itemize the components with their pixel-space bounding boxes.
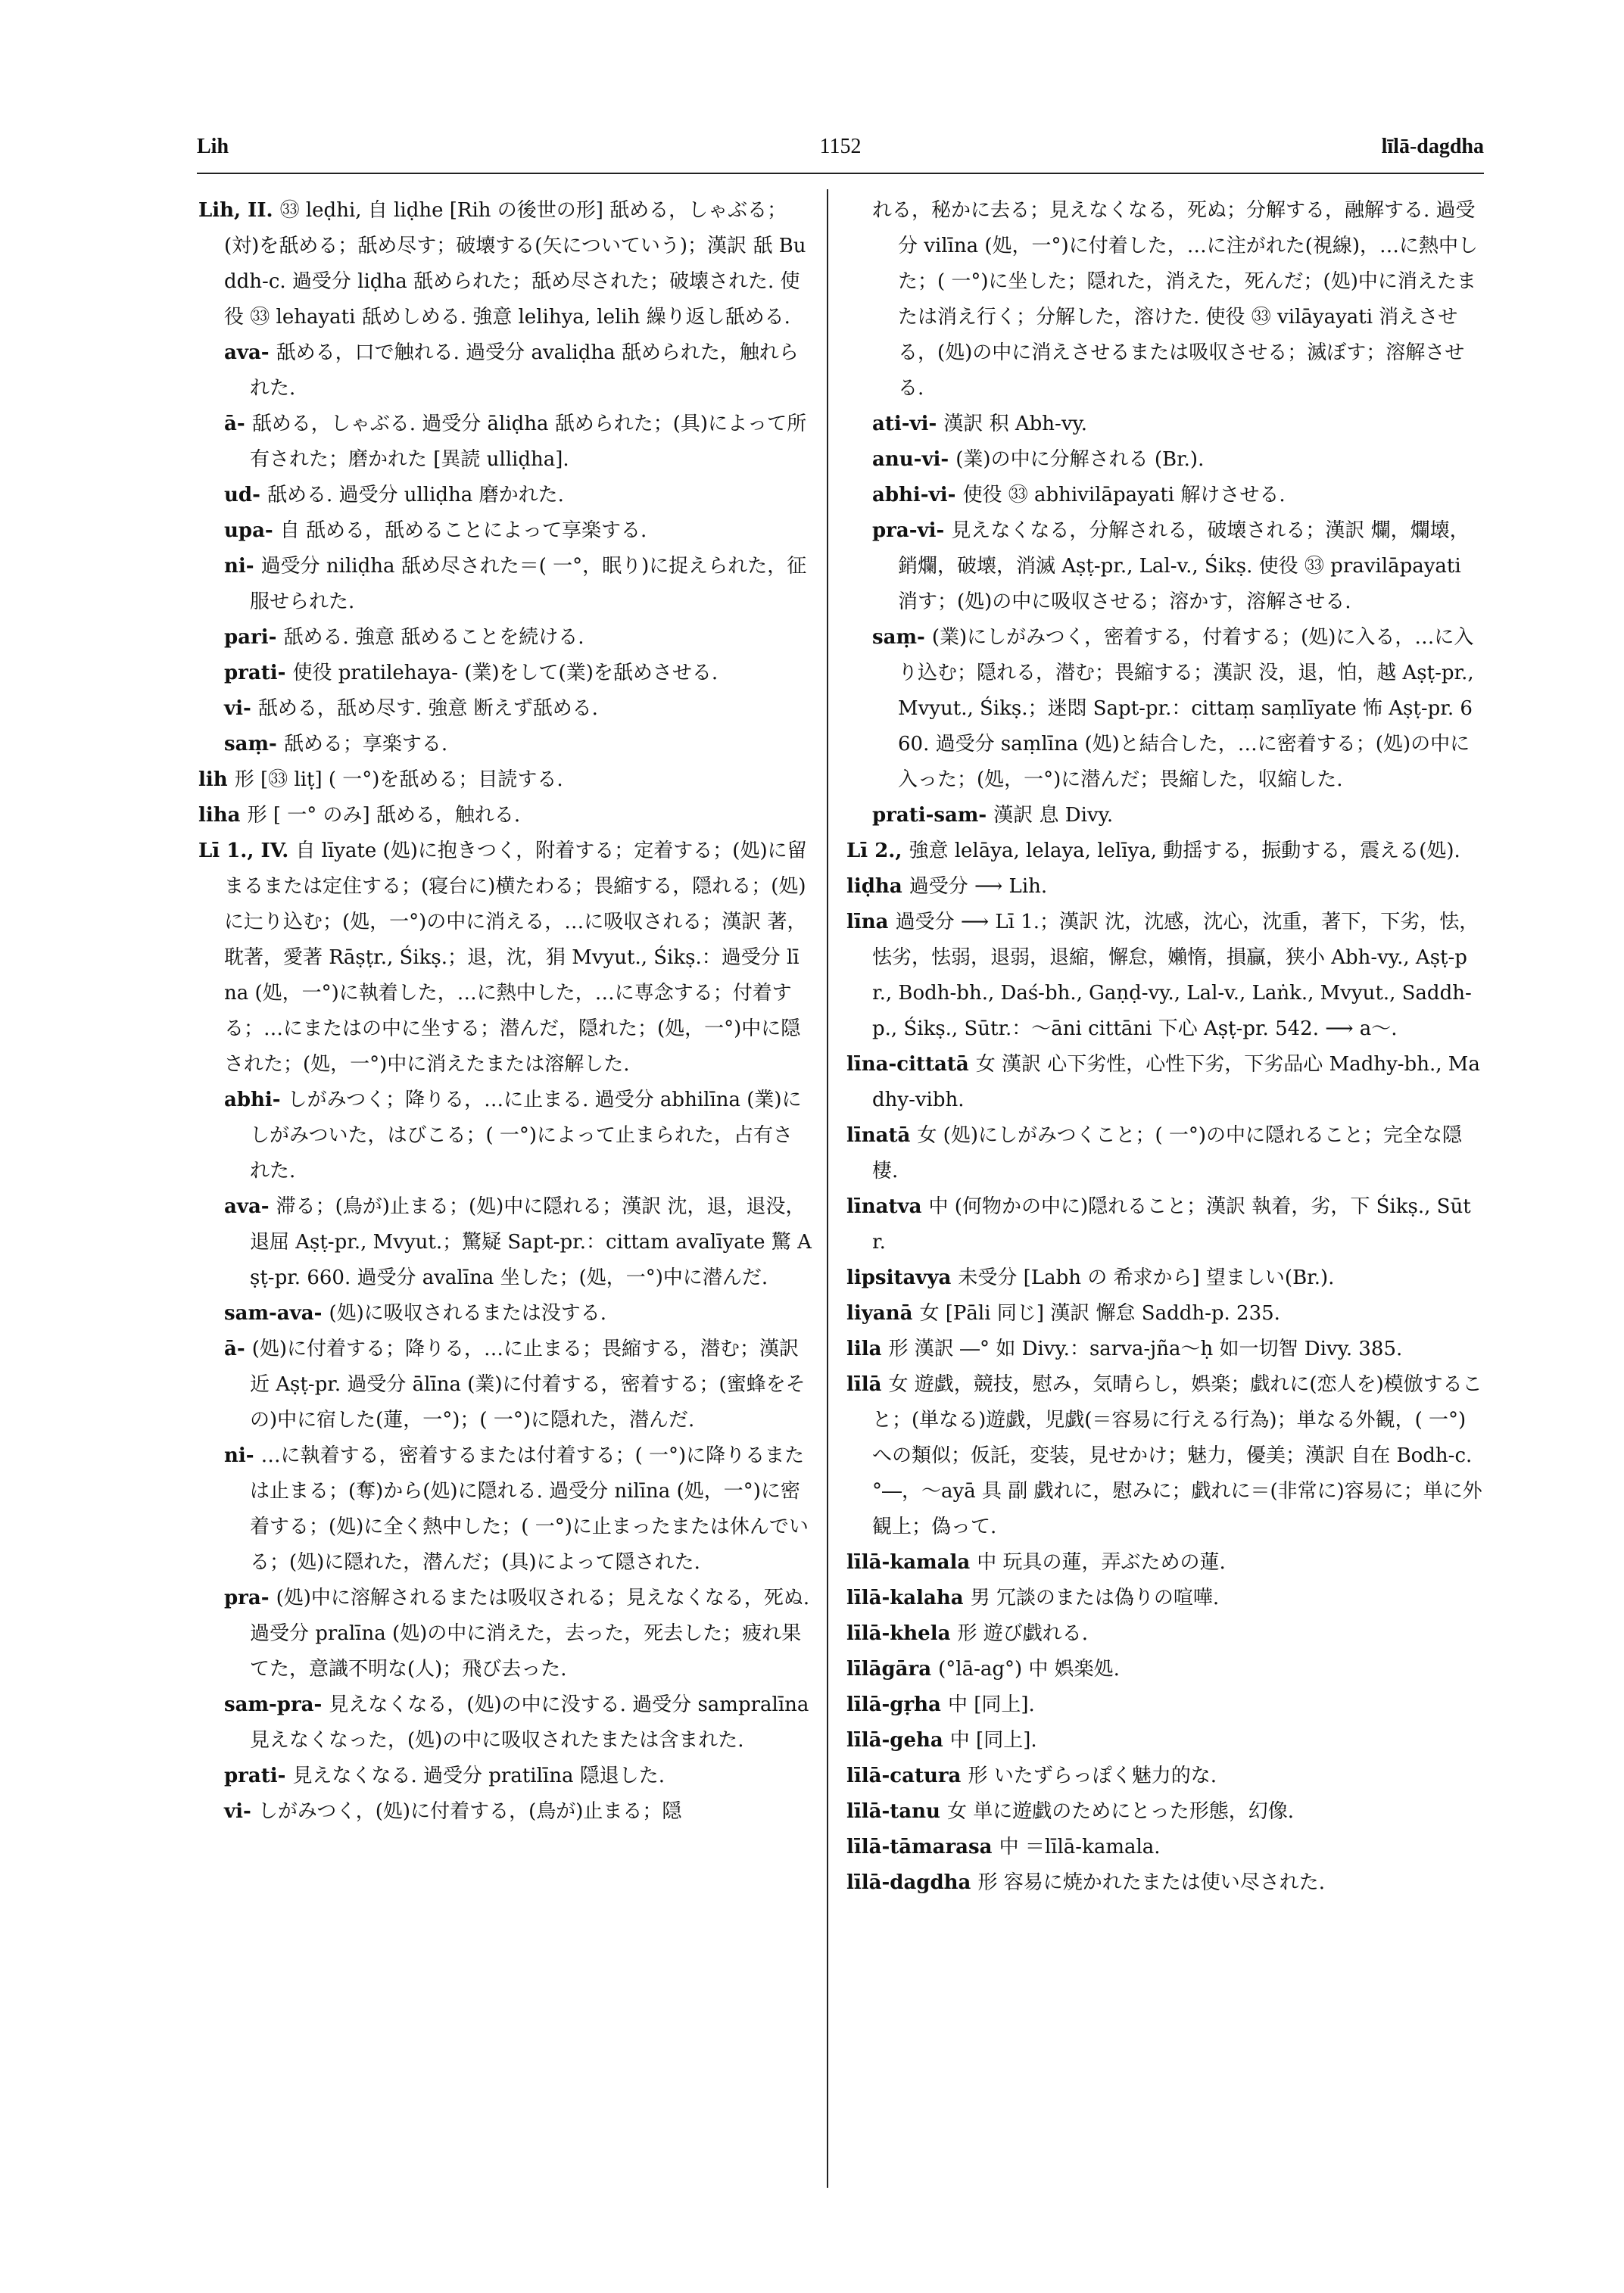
dictionary-entry (846, 1296, 1482, 1332)
entry-definition: 中 [同上]. (947, 1693, 1035, 1716)
headword: liha (198, 804, 248, 827)
dictionary-entry (198, 1438, 812, 1581)
entry-definition: れる，秘かに去る；見えなくなる，死ぬ；分解する，融解する. 過受分 vilīna (処，一°)に付着した，…に注がれた(視線)，…に熱中した；( 一°)に坐した；隠れた，消えた，死んだ；(処)中に消えたまたは消え行く；分解した，溶けた. 使役 ㉝ vilāyayati 消えさせる，(処)の中に消えさせるまたは吸収させる；滅ぼす；溶解させる. (872, 199, 1478, 400)
dictionary-entry (198, 335, 812, 407)
entry-definition: ㉝ leḍhi, 自 liḍhe [Rih の後世の形] 舐める，しゃぶる；(対)を舐める；舐め尽す；破壊する(矢についていう)；漢訳 舐 Buddh-c. 過受分 liḍha 舐められた；舐め尽された；破壊された. 使役 ㉝ lehayati 舐めしめる. 強意 lelihya, lelih 繰り返し舐める. (224, 199, 806, 329)
dictionary-entry (198, 656, 812, 691)
dictionary-entry (198, 833, 812, 1083)
dictionary-entry (846, 1118, 1482, 1189)
dictionary-entry (846, 869, 1482, 905)
entry-definition: 過受分 ⟶ Lih. (909, 875, 1048, 898)
headword: pra- (224, 1587, 276, 1609)
entry-definition: 中 ＝līlā-kamala. (999, 1836, 1161, 1858)
entry-definition: …に執着する，密着するまたは付着する；( 一°)に降りるまたは止まる；(奪)から(処)に隠れる. 過受分 nilīna (処，一°)に密着する；(処)に全く熱中した；( 一°)に止まったまたは休んでいる；(処)に隠れた，潜んだ；(具)によって隠された. (250, 1444, 809, 1574)
dictionary-entry (846, 1047, 1482, 1118)
headword: ati-vi- (872, 413, 944, 435)
dictionary-entry (198, 727, 812, 762)
dictionary-entry (846, 1687, 1482, 1723)
dictionary-entry (198, 1794, 812, 1830)
dictionary-entry (198, 691, 812, 727)
headword: lila (846, 1338, 889, 1360)
dictionary-entry (198, 1296, 812, 1332)
dictionary-entry (846, 1723, 1482, 1759)
entry-definition: 強意 lelāya, lelaya, lelīya, 動揺する，振動する，震える(処). (909, 840, 1460, 862)
entry-definition: しがみつく；降りる，…に止まる. 過受分 abhilīna (業)にしがみついた，はびこる；( 一°)によって止まられた，占有された. (250, 1089, 802, 1182)
dictionary-entry (198, 1083, 812, 1189)
headword: līlāgāra (846, 1658, 939, 1681)
header-rule (197, 173, 1484, 174)
entry-definition: 自 līyate (処)に抱きつく，附着する；定着する；(処)に留まるまたは定住する；(寝台に)横たわる；畏縮する，隠れる；(処)に辷り込む；(処，一°)の中に消える，…に吸収される；漢訳 著，耽著，愛著 Rāṣṭr., Śikṣ.；退，沈，狷 Mvyut., Śikṣ.：過受分 līna (処，一°)に執着した，…に熱中した，…に専念する；付着する；…にまたはの中に坐する；潜んだ，隠れた；(処，一°)中に隠された；(処，一°)中に消えたまたは溶解した. (224, 840, 807, 1076)
entry-definition: 女 (処)にしがみつくこと；( 一°)の中に隠れること；完全な隠棲. (872, 1124, 1463, 1182)
headword: līna-cittatā (846, 1053, 976, 1076)
entry-definition: 舐める. 強意 舐めることを続ける. (283, 626, 584, 649)
dictionary-entry (198, 513, 812, 549)
entry-definition: 見えなくなる. 過受分 pratilīna 隠退した. (292, 1765, 665, 1787)
entry-definition: 形 [㉝ liṭ] ( 一°)を舐める；目読する. (234, 768, 563, 791)
headword: prati- (224, 1765, 293, 1787)
dictionary-entry (846, 1616, 1482, 1652)
headword: līna (846, 911, 896, 933)
headword: ā- (224, 1338, 252, 1360)
dictionary-entry (198, 620, 812, 656)
entry-definition: 形 漢訳 ―° 如 Divy.：sarva-jña～ḥ 如一切智 Divy. 385. (888, 1338, 1403, 1360)
headword: saṃ- (872, 626, 932, 649)
dictionary-entry (846, 1794, 1482, 1830)
dictionary-entry (846, 1367, 1482, 1545)
left-column (198, 193, 812, 1830)
headword: anu-vi- (872, 448, 956, 471)
headword: ā- (224, 413, 252, 435)
headword: ni- (224, 1444, 261, 1467)
headword: ud- (224, 484, 267, 506)
dictionary-entry (198, 407, 812, 478)
dictionary-entry (198, 1759, 812, 1794)
page-header (197, 135, 1484, 171)
entry-definition: 舐める. 過受分 ulliḍha 磨かれた. (267, 484, 564, 506)
entry-definition: 漢訳 积 Abh-vy. (943, 413, 1088, 435)
headword: līlā-tanu (846, 1800, 947, 1823)
entry-definition: 中 [同上]. (949, 1729, 1037, 1752)
dictionary-entry (198, 1687, 812, 1759)
entry-definition: 漢訳 息 Divy. (993, 804, 1114, 827)
headword: abhi-vi- (872, 484, 963, 506)
headword: līlā-gṛha (846, 1693, 948, 1716)
headword: līlā-catura (846, 1765, 968, 1787)
headword: sam-pra- (224, 1693, 329, 1716)
entry-definition: (処)に吸収されるまたは没する. (329, 1302, 606, 1325)
entry-definition: 形 容易に焼かれたまたは使い尽された. (977, 1871, 1325, 1894)
headword: ava- (224, 1195, 276, 1218)
headword: liḍha (846, 875, 909, 898)
headword: Lih, II. (198, 199, 280, 222)
entry-definition: 舐める，舐め尽す. 強意 断えず舐める. (257, 697, 598, 720)
headword: līlā-dagdha (846, 1871, 978, 1894)
entry-definition: 形 遊び戯れる. (957, 1622, 1089, 1645)
dictionary-entry (198, 1581, 812, 1687)
headword: ava- (224, 341, 276, 364)
entry-definition: 使役 ㉝ abhivilāpayati 解けさせる. (962, 484, 1286, 506)
dictionary-entry (846, 1830, 1482, 1865)
dictionary-entry (846, 620, 1482, 798)
headword: līlā-kamala (846, 1551, 977, 1574)
dictionary-entry (198, 798, 812, 833)
headword: vi- (224, 697, 258, 720)
dictionary-entry (846, 193, 1482, 407)
entry-definition: (業)にしがみつく，密着する，付着する；(処)に入る，…に入り込む；隠れる，潜む；畏縮する；漢訳 没，退，怕，越 Aṣṭ-pr., Mvyut., Śikṣ.；迷悶 Sapt-pr.：cittaṃ saṃlīyate 怖 Aṣṭ-pr. 660. 過受分 saṃlīna (処)と結合した，…に密着する；(処)の中に入った；(処，一°)に潜んだ；畏縮した，収縮した. (898, 626, 1474, 791)
headword: Lī 1., IV. (198, 840, 296, 862)
headword: saṃ- (224, 733, 284, 756)
dictionary-entry (846, 478, 1482, 513)
headword: upa- (224, 519, 280, 542)
headword: līnatva (846, 1195, 929, 1218)
headword: sam-ava- (224, 1302, 329, 1325)
dictionary-entry (198, 478, 812, 513)
dictionary-entry (198, 762, 812, 798)
headword: prati- (224, 662, 293, 684)
headword: pari- (224, 626, 284, 649)
entry-definition: 未受分 [Labh の 希求から] 望ましい(Br.). (958, 1266, 1335, 1289)
dictionary-entry (198, 1189, 812, 1296)
headword: pra-vi- (872, 519, 952, 542)
dictionary-entry (846, 1652, 1482, 1687)
dictionary-entry (846, 442, 1482, 478)
entry-definition: 滞る；(鳥が)止まる；(処)中に隠れる；漢訳 沈，退，退没，退屈 Aṣṭ-pr., Mvyut.；驚疑 Sapt-pr.：cittam avalīyate 驚 Aṣṭ-pr. 660. 過受分 avalīna 坐した；(処，一°)中に潜んだ. (250, 1195, 812, 1289)
entry-definition: (処)中に溶解されるまたは吸収される；見えなくなる，死ぬ. 過受分 pralīna (処)の中に消えた，去った，死去した；疲れ果てた，意識不明な(人)；飛び去った. (250, 1587, 810, 1681)
headword: prati-sam- (872, 804, 994, 827)
headword: lih (198, 768, 235, 791)
dictionary-entry (198, 193, 812, 335)
headword: lipsitavya (846, 1266, 959, 1289)
headword: līnatā (846, 1124, 918, 1147)
dictionary-entry (846, 1332, 1482, 1367)
dictionary-entry (846, 833, 1482, 869)
headword: Lī 2., (846, 840, 909, 862)
entry-definition: 中 (何物かの中に)隠れること；漢訳 執着，劣，下 Śikṣ., Sūtr. (872, 1195, 1471, 1254)
entry-definition: 過受分 ⟶ Lī 1.；漢訳 沈，沈感，沈心，沈重，著下，下劣，怯，怯劣，怯弱，退弱，退縮，懈怠，嬾惰，損贏，狭小 Abh-vy., Aṣṭ-pr., Bodh-bh., Daś-bh., Gaṇḍ-vy., Lal-v., Laṅk., Mvyut., Saddh-p., Śikṣ., Sūtr.：～āni cittāni 下心 Aṣṭ-pr. 542. ⟶ a～. (872, 911, 1479, 1040)
headword: līlā-tāmarasa (846, 1836, 999, 1858)
entry-definition: 女 単に遊戯のためにとった形態，幻像. (946, 1800, 1294, 1823)
entry-definition: 舐める，しゃぶる. 過受分 āliḍha 舐められた；(具)によって所有された；磨かれた [異読 ulliḍha]. (250, 413, 807, 471)
dictionary-entry (846, 1189, 1482, 1260)
entry-definition: 使役 pratilehaya- (業)をして(業)を舐めさせる. (292, 662, 718, 684)
entry-definition: 舐める；享楽する. (283, 733, 448, 756)
dictionary-entry (846, 798, 1482, 833)
dictionary-entry (846, 1759, 1482, 1794)
entry-definition: しがみつく，(処)に付着する，(鳥が)止まる；隠 (257, 1800, 682, 1823)
entry-definition: 女 [Pāli 同じ] 漢訳 懈怠 Saddh-p. 235. (919, 1302, 1280, 1325)
dictionary-entry (846, 1581, 1482, 1616)
entry-definition: 見えなくなる，(処)の中に没する. 過受分 sampralīna 見えなくなった，(処)の中に吸収されたまたは含まれた. (250, 1693, 809, 1752)
entry-definition: (°lā-ag°) 中 娯楽処. (938, 1658, 1120, 1681)
headword: ni- (224, 555, 261, 578)
dictionary-entry (846, 407, 1482, 442)
right-column (846, 193, 1482, 1901)
dictionary-entry (846, 1545, 1482, 1581)
headword: liyanā (846, 1302, 920, 1325)
dictionary-entry (846, 1865, 1482, 1901)
left-guide-word: Lih (197, 135, 229, 158)
entry-definition: (処)に付着する；降りる，…に止まる；畏縮する，潜む；漢訳 近 Aṣṭ-pr. 過受分 ālīna (業)に付着する，密着する；(蜜蜂をその)中に宿した(蓮，一°)；( 一°)に隠れた，潜んだ. (250, 1338, 806, 1432)
entry-definition: 舐める，口で触れる. 過受分 avaliḍha 舐められた，触れられた. (250, 341, 799, 400)
headword: vi- (224, 1800, 258, 1823)
dictionary-entry (846, 1260, 1482, 1296)
dictionary-entry (198, 1332, 812, 1438)
dictionary-entry (846, 513, 1482, 620)
entry-definition: 自 舐める，舐めることによって享楽する. (279, 519, 647, 542)
entry-definition: 男 冗談のまたは偽りの喧嘩. (970, 1587, 1220, 1609)
entry-definition: 女 遊戯，競技，慰み，気晴らし，娯楽；戯れに(恋人を)模倣すること；(単なる)遊戯，児戯(＝容易に行える行為)；単なる外観，( 一°)への類似；仮託，変装，見せかけ；魅力，優美；漢訳 自在 Bodh-c. °―，～ayā 具 副 戯れに，慰みに；戯れに＝(非常に)容易に；単に外観上；偽って. (872, 1373, 1482, 1538)
headword: līlā-geha (846, 1729, 950, 1752)
headword: abhi- (224, 1089, 288, 1111)
dictionary-entry (198, 549, 812, 620)
entry-definition: 過受分 niliḍha 舐め尽された＝( 一°，眠り)に捉えられた，征服せられた. (250, 555, 807, 613)
entry-definition: 形 [ 一° のみ] 舐める，触れる. (247, 804, 521, 827)
entry-definition: 見えなくなる，分解される，破壊される；漢訳 爛，爛壊，銷爛，破壊，消滅 Aṣṭ-pr., Lal-v., Śikṣ. 使役 ㉝ pravilāpayati 消す；(処)の中に吸収させる；溶かす，溶解させる. (898, 519, 1470, 613)
entry-definition: 形 いたずらっぽく魅力的な. (968, 1765, 1217, 1787)
entry-definition: 女 漢訳 心下劣性，心性下劣，下劣品心 Madhy-bh., Madhy-vibh. (872, 1053, 1480, 1111)
headword: līlā (846, 1373, 889, 1396)
entry-definition: 中 玩具の蓮，弄ぶための蓮. (977, 1551, 1226, 1574)
page-number: 1152 (819, 135, 862, 158)
headword: līlā-kalaha (846, 1587, 971, 1609)
column-divider (827, 189, 828, 2188)
right-guide-word: līlā-dagdha (1381, 135, 1484, 158)
entry-definition: (業)の中に分解される (Br.). (955, 448, 1205, 471)
headword: līlā-khela (846, 1622, 958, 1645)
dictionary-entry (846, 905, 1482, 1047)
